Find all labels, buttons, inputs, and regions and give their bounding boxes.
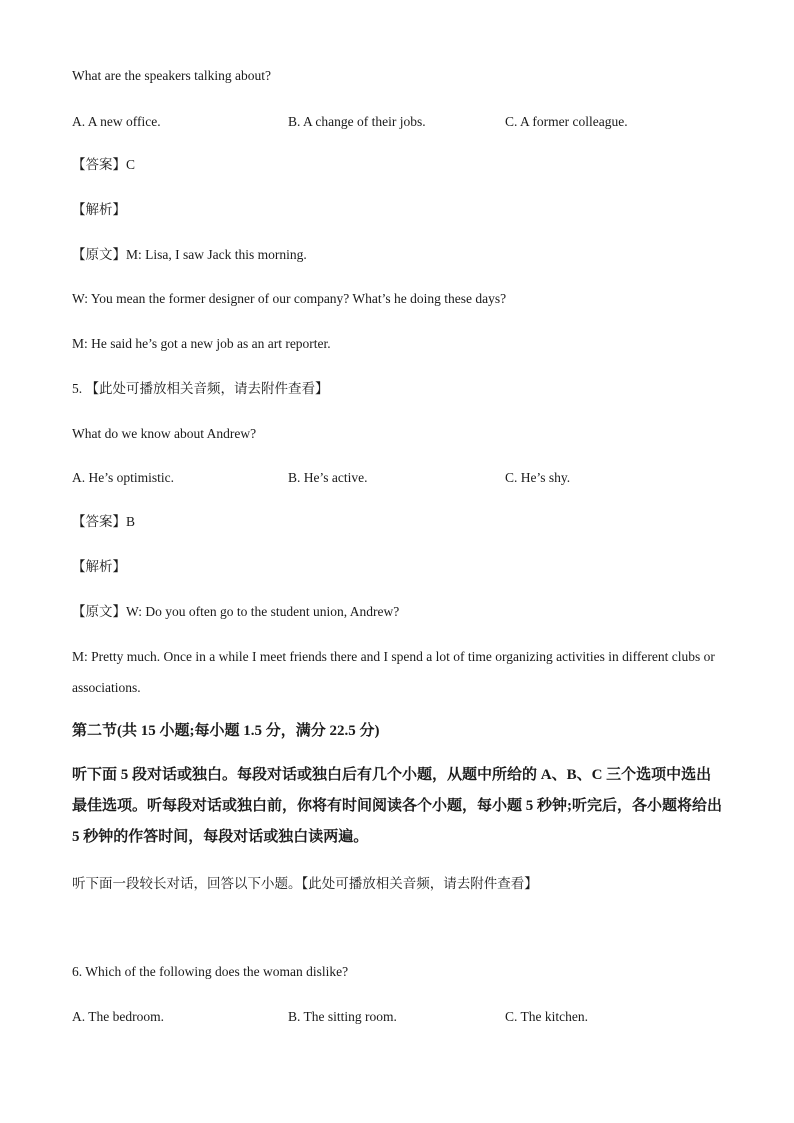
q4-question: What are the speakers talking about? [72, 68, 272, 83]
q5-answer: 【答案】B [72, 514, 136, 529]
q4-transcript-line-3: M: He said he’s got a new job as an art reporter. [72, 336, 331, 351]
q5-option-b: B. He’s active. [288, 470, 368, 485]
q6-option-b: B. The sitting room. [288, 1009, 397, 1024]
q4-option-b: B. A change of their jobs. [288, 114, 426, 129]
q5-audio-note: 5. 【此处可播放相关音频，请去附件查看】 [72, 381, 329, 396]
section2-listen-note: 听下面一段较长对话，回答以下小题。【此处可播放相关音频，请去附件查看】 [72, 876, 538, 891]
q4-option-a: A. A new office. [72, 114, 161, 129]
q6-option-a: A. The bedroom. [72, 1009, 164, 1024]
section2-heading: 第二节(共 15 小题;每小题 1.5 分，满分 22.5 分) [72, 723, 380, 739]
q4-transcript-line-2: W: You mean the former designer of our company? What’s he doing these days? [72, 291, 507, 306]
q5-option-a: A. He’s optimistic. [72, 470, 174, 485]
q6-option-c: C. The kitchen. [505, 1009, 588, 1024]
q4-transcript-line-1: 【原文】M: Lisa, I saw Jack this morning. [72, 247, 307, 262]
q5-transcript-line-2: M: Pretty much. Once in a while I meet friends there and I spend a lot of time organizing activities in different clubs or associations. [72, 649, 715, 695]
q6-question: 6. Which of the following does the woman dislike? [72, 964, 349, 979]
q4-option-c: C. A former colleague. [505, 114, 628, 129]
q5-question: What do we know about Andrew? [72, 426, 257, 441]
q4-analysis-label: 【解析】 [72, 202, 126, 217]
q4-answer: 【答案】C [72, 157, 136, 172]
q5-analysis-label: 【解析】 [72, 559, 126, 574]
q5-option-c: C. He’s shy. [505, 470, 571, 485]
q5-transcript-line-1: 【原文】W: Do you often go to the student union, Andrew? [72, 604, 400, 619]
section2-instructions: 听下面 5 段对话或独白。每段对话或独白后有几个小题，从题中所给的 A、B、C 三个选项中选出最佳选项。听每段对话或独白前，你将有时间阅读各个小题，每小题 5 秒钟;听完后，各小题将给出 5 秒钟的作答时间，每段对话或独白读两遍。 [72, 767, 722, 845]
